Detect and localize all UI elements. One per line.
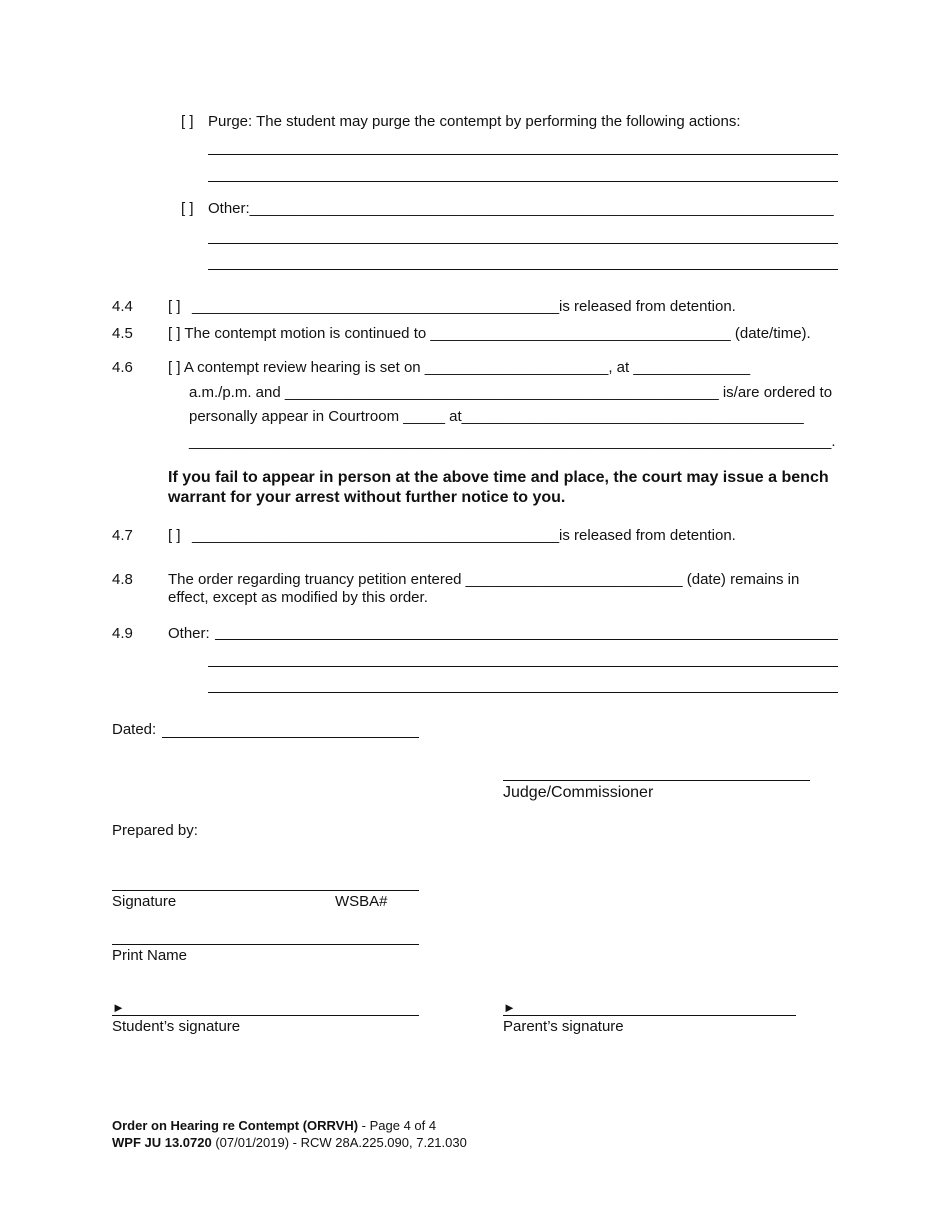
- purge-text: Purge: The student may purge the contempt by performing the following actions:: [208, 113, 741, 130]
- item-4-5-text: [ ] The contempt motion is continued to ____________________________________ (date/time).: [168, 325, 811, 342]
- item-4-9-line-1[interactable]: [215, 639, 838, 640]
- item-4-6-number: 4.6: [112, 359, 133, 376]
- parent-signature-label: Parent’s signature: [503, 1018, 624, 1035]
- student-signature-line[interactable]: [112, 1015, 419, 1016]
- other-top-label: Other:______________________________________________________________________: [208, 200, 834, 217]
- footer-form: [112, 1135, 467, 1151]
- item-4-4-text: ____________________________________________is released from detention.: [192, 298, 736, 315]
- item-4-5-number: 4.5: [112, 325, 133, 342]
- item-4-7-text: ____________________________________________is released from detention.: [192, 527, 736, 544]
- judge-label: Judge/Commissioner: [503, 784, 654, 801]
- item-4-9-number: 4.9: [112, 625, 133, 642]
- item-4-7-number: 4.7: [112, 527, 133, 544]
- item-4-4-checkbox[interactable]: [ ]: [168, 298, 181, 315]
- item-4-9-line-2[interactable]: [208, 666, 838, 667]
- item-4-9-line-3[interactable]: [208, 692, 838, 693]
- appearance-warning: If you fail to appear in person at the above time and place, the court may issue a bench warrant for your arrest without further notice to you.: [168, 469, 829, 506]
- item-4-6-line-2: a.m./p.m. and ____________________________________________________ is/are ordered to: [189, 384, 833, 401]
- print-name-label: Print Name: [112, 947, 188, 964]
- other-top-line-2[interactable]: [208, 269, 838, 270]
- dated-line[interactable]: [162, 737, 419, 738]
- signature-label: Signature: [112, 893, 177, 910]
- parent-signature-line[interactable]: [503, 1015, 796, 1016]
- preparer-signature-line[interactable]: [112, 890, 419, 891]
- purge-line-2[interactable]: [208, 181, 838, 182]
- student-arrow-icon: ►: [112, 1000, 125, 1015]
- item-4-6-line-3: personally appear in Courtroom _____ at_________________________________________: [189, 408, 804, 425]
- other-top-checkbox[interactable]: [ ]: [181, 200, 194, 217]
- item-4-7-checkbox[interactable]: [ ]: [168, 527, 181, 544]
- footer-title: [112, 1118, 436, 1134]
- footer-title-rest: - Page 4 of 4: [358, 1118, 437, 1133]
- other-top-line-1[interactable]: [208, 243, 838, 244]
- wsba-label: WSBA#: [335, 893, 388, 910]
- print-name-line[interactable]: [112, 944, 419, 945]
- purge-checkbox[interactable]: [ ]: [181, 113, 194, 130]
- item-4-6-line-1: [ ] A contempt review hearing is set on ______________________, at ______________: [168, 359, 751, 376]
- item-4-8-number: 4.8: [112, 571, 133, 588]
- prepared-by-label: Prepared by:: [112, 822, 198, 839]
- item-4-8-line-2: effect, except as modified by this order.: [168, 589, 428, 606]
- item-4-4-number: 4.4: [112, 298, 133, 315]
- footer-form-bold: WPF JU 13.0720: [112, 1135, 212, 1150]
- item-4-6-line-4: _____________________________________________________________________________.: [189, 433, 836, 450]
- dated-label: Dated:: [112, 721, 157, 738]
- item-4-8-line-1: The order regarding truancy petition entered __________________________ (date) remains in: [168, 571, 800, 588]
- parent-arrow-icon: ►: [503, 1000, 516, 1015]
- item-4-9-label: Other:: [168, 625, 210, 642]
- student-signature-label: Student’s signature: [112, 1018, 241, 1035]
- purge-line-1[interactable]: [208, 154, 838, 155]
- footer-title-bold: Order on Hearing re Contempt (ORRVH): [112, 1118, 359, 1133]
- footer-form-rest: (07/01/2019) - RCW 28A.225.090, 7.21.030: [211, 1135, 467, 1150]
- judge-signature-line[interactable]: [503, 780, 810, 781]
